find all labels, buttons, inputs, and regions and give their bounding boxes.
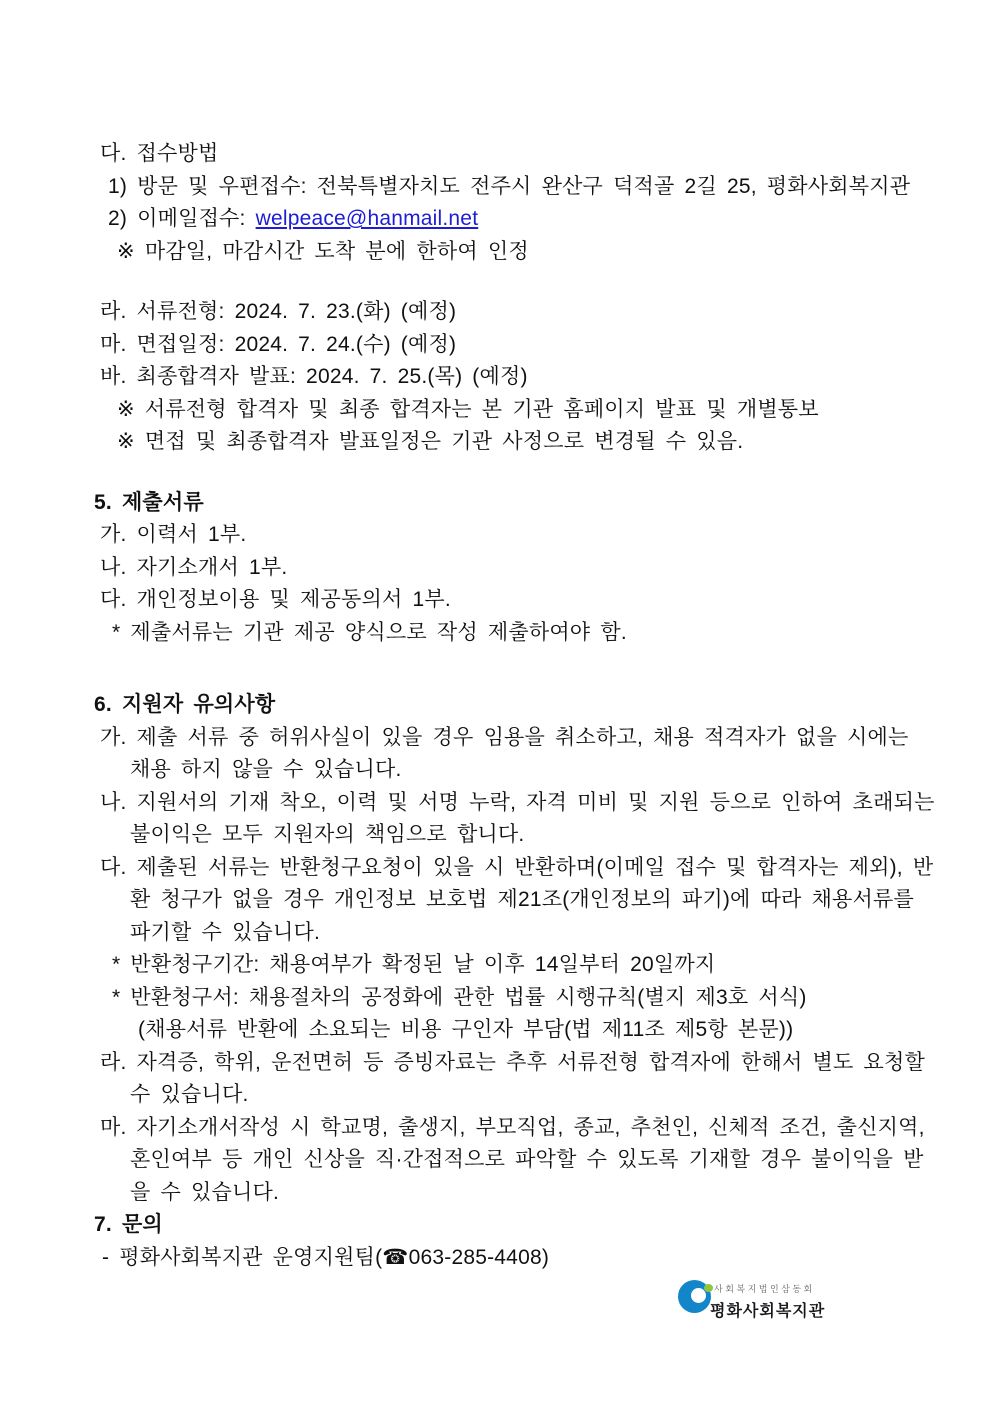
section-6-return-period-note: * 반환청구기간: 채용여부가 확정된 날 이후 14일부터 20일까지: [112, 953, 716, 976]
section-6-item-e-line-3: 을 수 있습니다.: [130, 1180, 280, 1204]
logo-circle-icon: [678, 1280, 711, 1313]
section-6-item-e-line-2: 혼인여부 등 개인 신상을 직·간접적으로 파악할 수 있도록 기재할 경우 불이익을 받: [130, 1148, 924, 1171]
section-5-item-1: 가. 이력서 1부.: [100, 523, 247, 546]
schedule-note-2: ※ 면접 및 최종합격자 발표일정은 기관 사정으로 변경될 수 있음.: [117, 430, 744, 453]
section-6-item-c-line-3: 파기할 수 있습니다.: [130, 920, 320, 944]
section-6-item-d-line-2: 수 있습니다.: [130, 1083, 249, 1106]
schedule-final-announcement: 바. 최종합격자 발표: 2024. 7. 25.(목) (예정): [100, 365, 528, 388]
reception-email-line: [0, 203, 992, 236]
section-5-item-3: 다. 개인정보이용 및 제공동의서 1부.: [100, 588, 451, 611]
reception-method-heading: 다. 접수방법: [100, 142, 219, 165]
reception-deadline-note: ※ 마감일, 마감시간 도착 분에 한하여 인정: [117, 239, 529, 263]
logo-foundation-name: 사회복지법인삼동회: [714, 1284, 815, 1294]
section-6-item-a-line-2: 채용 하지 않을 수 있습니다.: [130, 758, 402, 781]
logo-ring-hole: [691, 1288, 706, 1303]
organization-logo: [678, 1276, 838, 1324]
section-6-item-b-line-2: 불이익은 모두 지원자의 책임으로 합니다.: [130, 823, 525, 846]
contact-line: - 평화사회복지관 운영지원팀(☎063-285-4408): [102, 1245, 550, 1269]
schedule-interview: 마. 면접일정: 2024. 7. 24.(수) (예정): [100, 332, 457, 356]
section-6-return-cost-note: (채용서류 반환에 소요되는 비용 구인자 부담(법 제11조 제5항 본문)): [138, 1018, 794, 1041]
section-6-heading: 6. 지원자 유의사항: [94, 693, 276, 716]
spacer: [0, 649, 992, 689]
section-5-note: * 제출서류는 기관 제공 양식으로 작성 제출하여야 함.: [112, 620, 627, 644]
spacer: [0, 268, 992, 296]
reception-email-prefix: 2) 이메일접수:: [108, 207, 256, 230]
logo-organization-name: 평화사회복지관: [710, 1303, 826, 1320]
section-6-item-c-line-1: 다. 제출된 서류는 반환청구요청이 있을 시 반환하며(이메일 접수 및 합격자는 제외), 반: [100, 855, 934, 879]
email-link[interactable]: welpeace@hanmail.net: [255, 207, 479, 230]
section-6-return-form-note: * 반환청구서: 채용절차의 공정화에 관한 법률 시행규칙(별지 제3호 서식): [112, 985, 807, 1009]
schedule-document-screening: 라. 서류전형: 2024. 7. 23.(화) (예정): [100, 300, 457, 323]
schedule-note-1: ※ 서류전형 합격자 및 최종 합격자는 본 기관 홈페이지 발표 및 개별통보: [117, 397, 819, 421]
section-6-item-c-line-2: 환 청구가 없을 경우 개인정보 보호법 제21조(개인정보의 파기)에 따라 채용서류를: [130, 888, 915, 911]
section-7-heading: 7. 문의: [94, 1213, 163, 1236]
section-6-item-b-line-1: 나. 지원서의 기재 착오, 이력 및 서명 누락, 자격 미비 및 지원 등으로 인하여 초래되는: [100, 790, 935, 814]
reception-visit-line: 1) 방문 및 우편접수: 전북특별자치도 전주시 완산구 덕적골 2길 25, 평화사회복지관: [108, 174, 911, 198]
section-6-item-d-line-1: 라. 자격증, 학위, 운전면허 등 증빙자료는 추후 서류전형 합격자에 한해서 별도 요청할: [100, 1050, 926, 1074]
spacer: [0, 459, 992, 487]
logo-text-block: [710, 1282, 825, 1321]
section-5-heading: 5. 제출서류: [94, 490, 204, 514]
document-body: [0, 138, 992, 1274]
section-6-item-e-line-1: 마. 자기소개서작성 시 학교명, 출생지, 부모직업, 종교, 추천인, 신체적 조건, 출신지역,: [100, 1115, 925, 1139]
section-5-item-2: 나. 자기소개서 1부.: [100, 555, 288, 579]
section-6-item-a-line-1: 가. 제출 서류 중 허위사실이 있을 경우 임용을 취소하고, 채용 적격자가 없을 시에는: [100, 725, 909, 749]
